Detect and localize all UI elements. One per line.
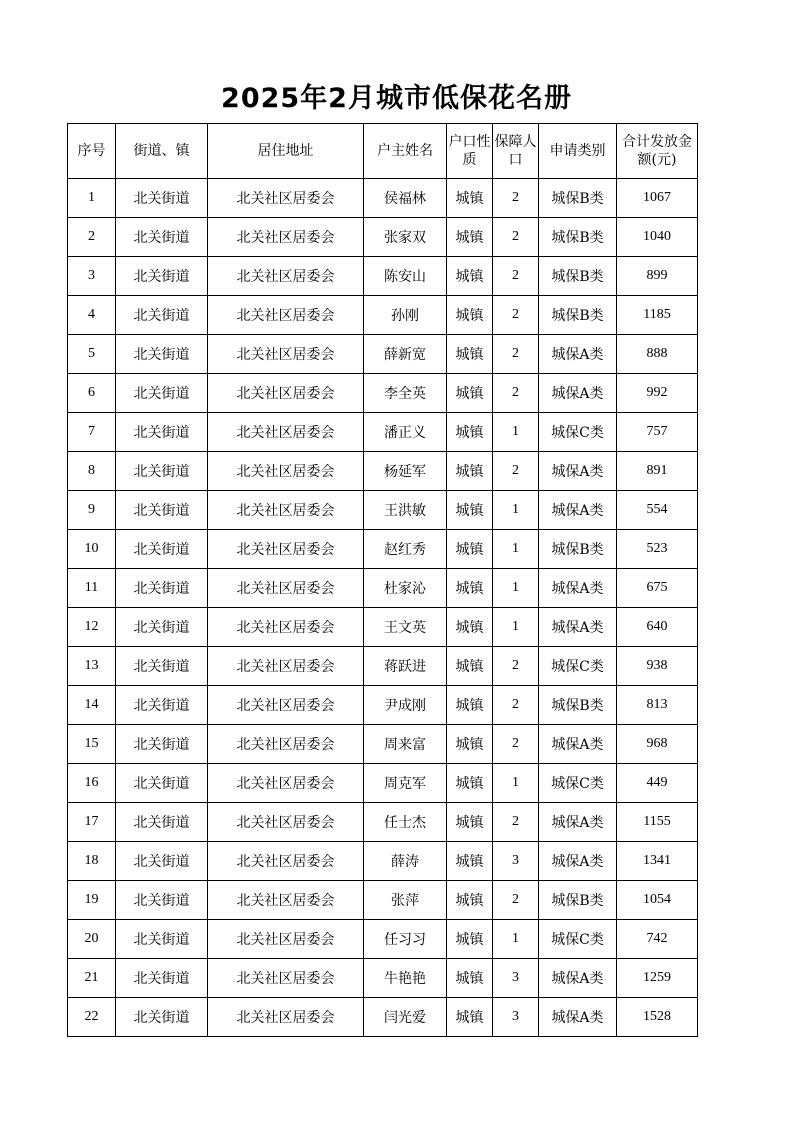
cell-amount: 968 (617, 725, 698, 764)
cell-amount: 523 (617, 530, 698, 569)
cell-name: 潘正义 (364, 413, 447, 452)
cell-address: 北关社区居委会 (208, 296, 364, 335)
cell-category: 城保A类 (539, 608, 617, 647)
cell-category: 城保A类 (539, 569, 617, 608)
cell-street: 北关街道 (116, 179, 208, 218)
cell-hukou: 城镇 (447, 179, 493, 218)
cell-seq: 19 (68, 881, 116, 920)
cell-seq: 14 (68, 686, 116, 725)
table-row (68, 530, 698, 569)
cell-seq: 11 (68, 569, 116, 608)
cell-street: 北关街道 (116, 608, 208, 647)
cell-name: 李全英 (364, 374, 447, 413)
table-row (68, 374, 698, 413)
table-header (68, 124, 698, 179)
cell-category: 城保A类 (539, 842, 617, 881)
cell-amount: 1067 (617, 179, 698, 218)
cell-hukou: 城镇 (447, 491, 493, 530)
cell-people: 2 (493, 335, 539, 374)
cell-amount: 1185 (617, 296, 698, 335)
table-row (68, 296, 698, 335)
cell-amount: 640 (617, 608, 698, 647)
cell-name: 周来富 (364, 725, 447, 764)
cell-name: 张萍 (364, 881, 447, 920)
cell-street: 北关街道 (116, 881, 208, 920)
cell-seq: 2 (68, 218, 116, 257)
cell-amount: 1341 (617, 842, 698, 881)
cell-hukou: 城镇 (447, 296, 493, 335)
cell-name: 王洪敏 (364, 491, 447, 530)
cell-people: 2 (493, 257, 539, 296)
cell-name: 周克军 (364, 764, 447, 803)
cell-name: 赵红秀 (364, 530, 447, 569)
cell-address: 北关社区居委会 (208, 764, 364, 803)
cell-address: 北关社区居委会 (208, 569, 364, 608)
cell-people: 1 (493, 530, 539, 569)
cell-name: 闫光爱 (364, 998, 447, 1037)
cell-seq: 18 (68, 842, 116, 881)
cell-people: 3 (493, 998, 539, 1037)
table-row (68, 335, 698, 374)
cell-amount: 899 (617, 257, 698, 296)
cell-people: 1 (493, 491, 539, 530)
cell-street: 北关街道 (116, 803, 208, 842)
cell-address: 北关社区居委会 (208, 998, 364, 1037)
cell-address: 北关社区居委会 (208, 179, 364, 218)
cell-seq: 22 (68, 998, 116, 1037)
cell-amount: 1528 (617, 998, 698, 1037)
cell-hukou: 城镇 (447, 803, 493, 842)
cell-category: 城保A类 (539, 998, 617, 1037)
cell-address: 北关社区居委会 (208, 218, 364, 257)
cell-street: 北关街道 (116, 296, 208, 335)
cell-address: 北关社区居委会 (208, 803, 364, 842)
cell-hukou: 城镇 (447, 959, 493, 998)
roster-table (67, 123, 698, 1037)
cell-name: 陈安山 (364, 257, 447, 296)
cell-people: 3 (493, 842, 539, 881)
table-row (68, 413, 698, 452)
cell-people: 2 (493, 296, 539, 335)
cell-amount: 813 (617, 686, 698, 725)
cell-hukou: 城镇 (447, 920, 493, 959)
table-row (68, 764, 698, 803)
cell-address: 北关社区居委会 (208, 686, 364, 725)
cell-name: 任习习 (364, 920, 447, 959)
cell-street: 北关街道 (116, 647, 208, 686)
cell-category: 城保B类 (539, 686, 617, 725)
cell-address: 北关社区居委会 (208, 608, 364, 647)
cell-category: 城保A类 (539, 803, 617, 842)
column-header-street: 街道、镇 (116, 124, 208, 179)
cell-people: 2 (493, 725, 539, 764)
cell-amount: 742 (617, 920, 698, 959)
cell-category: 城保A类 (539, 491, 617, 530)
cell-category: 城保C类 (539, 764, 617, 803)
table-row (68, 998, 698, 1037)
cell-seq: 6 (68, 374, 116, 413)
column-header-hukou: 户口性质 (447, 124, 493, 179)
cell-name: 薛涛 (364, 842, 447, 881)
cell-seq: 8 (68, 452, 116, 491)
cell-people: 1 (493, 413, 539, 452)
cell-address: 北关社区居委会 (208, 842, 364, 881)
cell-people: 3 (493, 959, 539, 998)
cell-street: 北关街道 (116, 335, 208, 374)
cell-people: 1 (493, 920, 539, 959)
cell-category: 城保A类 (539, 725, 617, 764)
column-header-people: 保障人口 (493, 124, 539, 179)
cell-address: 北关社区居委会 (208, 530, 364, 569)
cell-people: 2 (493, 647, 539, 686)
column-header-name: 户主姓名 (364, 124, 447, 179)
column-header-category: 申请类别 (539, 124, 617, 179)
cell-people: 1 (493, 608, 539, 647)
cell-people: 2 (493, 686, 539, 725)
cell-category: 城保A类 (539, 959, 617, 998)
cell-amount: 938 (617, 647, 698, 686)
cell-hukou: 城镇 (447, 413, 493, 452)
table-row (68, 179, 698, 218)
cell-street: 北关街道 (116, 998, 208, 1037)
table-row (68, 608, 698, 647)
table-row (68, 218, 698, 257)
cell-seq: 1 (68, 179, 116, 218)
column-header-address: 居住地址 (208, 124, 364, 179)
cell-address: 北关社区居委会 (208, 257, 364, 296)
cell-hukou: 城镇 (447, 257, 493, 296)
cell-category: 城保A类 (539, 452, 617, 491)
cell-address: 北关社区居委会 (208, 881, 364, 920)
cell-amount: 675 (617, 569, 698, 608)
cell-people: 1 (493, 764, 539, 803)
cell-address: 北关社区居委会 (208, 491, 364, 530)
cell-seq: 12 (68, 608, 116, 647)
cell-name: 尹成刚 (364, 686, 447, 725)
cell-people: 2 (493, 452, 539, 491)
cell-hukou: 城镇 (447, 725, 493, 764)
header-row (68, 124, 698, 179)
cell-street: 北关街道 (116, 491, 208, 530)
cell-hukou: 城镇 (447, 452, 493, 491)
cell-street: 北关街道 (116, 842, 208, 881)
cell-people: 2 (493, 374, 539, 413)
cell-hukou: 城镇 (447, 569, 493, 608)
table-body (68, 179, 698, 1037)
cell-name: 杨延军 (364, 452, 447, 491)
cell-amount: 992 (617, 374, 698, 413)
table-row (68, 881, 698, 920)
table-row (68, 803, 698, 842)
cell-seq: 20 (68, 920, 116, 959)
cell-hukou: 城镇 (447, 686, 493, 725)
cell-category: 城保A类 (539, 335, 617, 374)
cell-street: 北关街道 (116, 764, 208, 803)
cell-street: 北关街道 (116, 686, 208, 725)
table-row (68, 959, 698, 998)
cell-address: 北关社区居委会 (208, 452, 364, 491)
cell-amount: 449 (617, 764, 698, 803)
cell-name: 任士杰 (364, 803, 447, 842)
cell-name: 张家双 (364, 218, 447, 257)
cell-address: 北关社区居委会 (208, 959, 364, 998)
cell-name: 杜家沁 (364, 569, 447, 608)
cell-street: 北关街道 (116, 257, 208, 296)
column-header-amount: 合计发放金额(元) (617, 124, 698, 179)
cell-address: 北关社区居委会 (208, 413, 364, 452)
cell-hukou: 城镇 (447, 647, 493, 686)
cell-hukou: 城镇 (447, 335, 493, 374)
cell-name: 王文英 (364, 608, 447, 647)
cell-seq: 17 (68, 803, 116, 842)
cell-street: 北关街道 (116, 218, 208, 257)
cell-category: 城保B类 (539, 296, 617, 335)
cell-seq: 16 (68, 764, 116, 803)
table-row (68, 686, 698, 725)
cell-hukou: 城镇 (447, 608, 493, 647)
cell-seq: 7 (68, 413, 116, 452)
cell-people: 2 (493, 881, 539, 920)
cell-name: 蒋跃进 (364, 647, 447, 686)
cell-address: 北关社区居委会 (208, 725, 364, 764)
cell-seq: 9 (68, 491, 116, 530)
cell-address: 北关社区居委会 (208, 335, 364, 374)
cell-category: 城保B类 (539, 881, 617, 920)
cell-category: 城保B类 (539, 257, 617, 296)
cell-category: 城保C类 (539, 413, 617, 452)
cell-seq: 13 (68, 647, 116, 686)
cell-address: 北关社区居委会 (208, 647, 364, 686)
cell-hukou: 城镇 (447, 842, 493, 881)
cell-name: 侯福林 (364, 179, 447, 218)
cell-name: 孙刚 (364, 296, 447, 335)
cell-address: 北关社区居委会 (208, 374, 364, 413)
cell-people: 1 (493, 569, 539, 608)
cell-address: 北关社区居委会 (208, 920, 364, 959)
cell-street: 北关街道 (116, 530, 208, 569)
table-row (68, 842, 698, 881)
cell-amount: 891 (617, 452, 698, 491)
cell-category: 城保C类 (539, 920, 617, 959)
cell-seq: 3 (68, 257, 116, 296)
cell-street: 北关街道 (116, 920, 208, 959)
table-row (68, 725, 698, 764)
cell-amount: 1155 (617, 803, 698, 842)
cell-seq: 4 (68, 296, 116, 335)
table-row (68, 569, 698, 608)
table-row (68, 257, 698, 296)
cell-seq: 5 (68, 335, 116, 374)
table-row (68, 920, 698, 959)
cell-amount: 1054 (617, 881, 698, 920)
cell-seq: 10 (68, 530, 116, 569)
cell-hukou: 城镇 (447, 881, 493, 920)
cell-people: 2 (493, 218, 539, 257)
cell-amount: 1040 (617, 218, 698, 257)
cell-hukou: 城镇 (447, 764, 493, 803)
cell-amount: 554 (617, 491, 698, 530)
page-title: 2025年2月城市低保花名册 (221, 83, 572, 114)
cell-hukou: 城镇 (447, 218, 493, 257)
cell-amount: 757 (617, 413, 698, 452)
table-row (68, 647, 698, 686)
cell-people: 2 (493, 803, 539, 842)
cell-amount: 1259 (617, 959, 698, 998)
cell-category: 城保C类 (539, 647, 617, 686)
cell-name: 牛艳艳 (364, 959, 447, 998)
cell-street: 北关街道 (116, 374, 208, 413)
column-header-seq: 序号 (68, 124, 116, 179)
cell-street: 北关街道 (116, 452, 208, 491)
cell-name: 薛新宽 (364, 335, 447, 374)
cell-category: 城保B类 (539, 218, 617, 257)
cell-street: 北关街道 (116, 959, 208, 998)
cell-category: 城保B类 (539, 530, 617, 569)
cell-amount: 888 (617, 335, 698, 374)
cell-street: 北关街道 (116, 569, 208, 608)
cell-seq: 15 (68, 725, 116, 764)
cell-street: 北关街道 (116, 413, 208, 452)
cell-category: 城保A类 (539, 374, 617, 413)
table-row (68, 452, 698, 491)
cell-hukou: 城镇 (447, 998, 493, 1037)
cell-seq: 21 (68, 959, 116, 998)
cell-hukou: 城镇 (447, 530, 493, 569)
cell-street: 北关街道 (116, 725, 208, 764)
cell-people: 2 (493, 179, 539, 218)
table-row (68, 491, 698, 530)
cell-category: 城保B类 (539, 179, 617, 218)
cell-hukou: 城镇 (447, 374, 493, 413)
